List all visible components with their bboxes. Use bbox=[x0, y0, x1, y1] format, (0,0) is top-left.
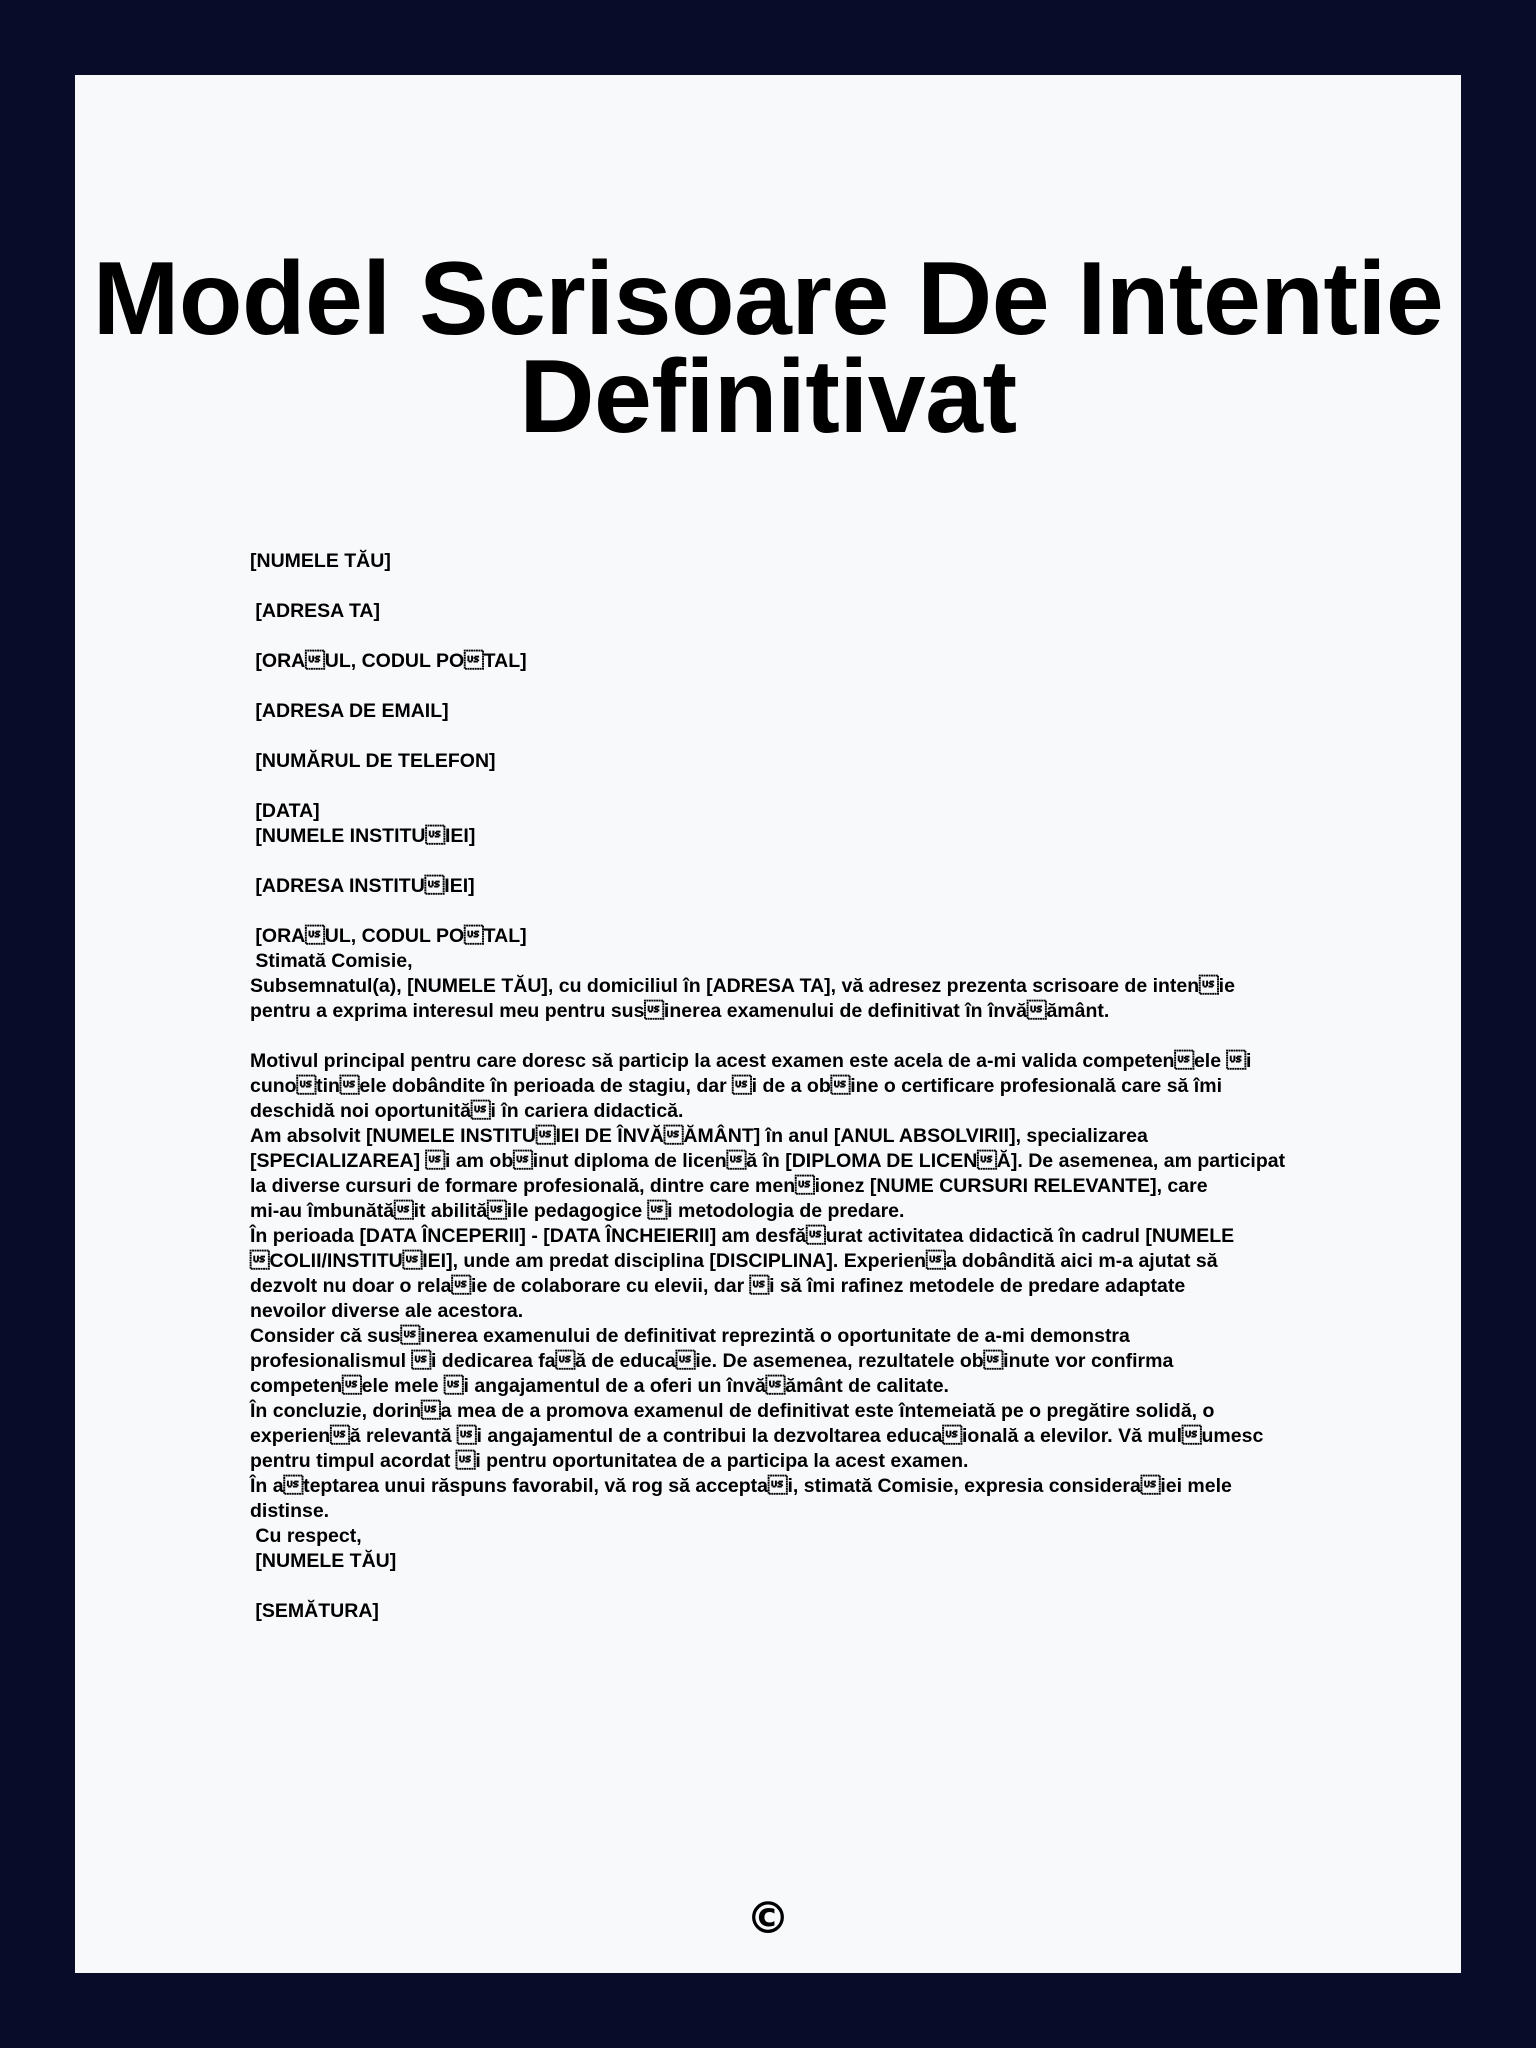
letter-line: [ORA UL, CODUL PO TAL] bbox=[250, 925, 527, 947]
letter-line: pentru timpul acordat i pentru oportunitatea de a participa la acest examen. bbox=[250, 1450, 969, 1472]
letter-line: În concluzie, dorin a mea de a promova examenul de definitivat este întemeiată pe o pregătire solidă, o bbox=[250, 1400, 1215, 1422]
letter-closing bbox=[250, 1524, 1370, 1624]
letter-line bbox=[250, 899, 1370, 924]
letter-line bbox=[250, 624, 1370, 649]
letter-line bbox=[250, 774, 1370, 799]
letter-line: [ADRESA INSTITU IEI] bbox=[250, 875, 475, 897]
letter-line: Cu respect, bbox=[250, 1525, 362, 1547]
letter-line: [NUMELE TĂU] bbox=[250, 550, 391, 572]
letter-line: pentru a exprima interesul meu pentru sus inerea examenului de definitivat în învă ământ. bbox=[250, 1000, 1110, 1022]
letter-line bbox=[250, 724, 1370, 749]
letter-line: Am absolvit [NUMELE INSTITU IEI DE ÎNVĂ ĂMÂNT] în anul [ANUL ABSOLVIRII], specializarea bbox=[250, 1125, 1148, 1147]
letter-line: experien ă relevantă i angajamentul de a contribui la dezvoltarea educa ională a elevilor. Vă mul umesc bbox=[250, 1425, 1264, 1447]
document-page bbox=[75, 75, 1461, 1973]
letter-line: competen ele mele i angajamentul de a oferi un învă ământ de calitate. bbox=[250, 1375, 949, 1397]
letter-line: la diverse cursuri de formare profesională, dintre care men ionez [NUME CURSURI RELEVANTE], care bbox=[250, 1175, 1208, 1197]
letter-line: [ADRESA DE EMAIL] bbox=[250, 700, 449, 722]
letter-line: deschidă noi oportunită i în cariera didactică. bbox=[250, 1100, 684, 1122]
letter-line: [ORA UL, CODUL PO TAL] bbox=[250, 650, 527, 672]
letter-line: [SPECIALIZAREA] i am ob inut diploma de licen ă în [DIPLOMA DE LICEN Ă]. De asemenea, am participat bbox=[250, 1150, 1286, 1172]
letter-line: Motivul principal pentru care doresc să particip la acest examen este acela de a-mi valida competen ele i bbox=[250, 1050, 1252, 1072]
letter-paragraphs bbox=[250, 974, 1370, 1524]
letter-line bbox=[250, 1574, 1370, 1599]
letter-line: În a teptarea unui răspuns favorabil, vă rog să accepta i, stimată Comisie, expresia considera iei mele bbox=[250, 1475, 1232, 1497]
letter-line: profesionalismul i dedicarea fa ă de educa ie. De asemenea, rezultatele ob inute vor confirma bbox=[250, 1350, 1174, 1372]
letter-line: [NUMELE TĂU] bbox=[250, 1550, 397, 1572]
letter-line bbox=[250, 674, 1370, 699]
letter-body bbox=[250, 549, 1370, 1624]
letter-line: [NUMĂRUL DE TELEFON] bbox=[250, 750, 496, 772]
letter-line: COLII/INSTITU IEI], unde am predat disciplina [DISCIPLINA]. Experien a dobândită aici m-a ajutat să bbox=[250, 1250, 1218, 1272]
letter-line: dezvolt nu doar o rela ie de colaborare cu elevii, dar i să îmi rafinez metodele de predare adaptate bbox=[250, 1275, 1186, 1297]
letter-line: nevoilor diverse ale acestora. bbox=[250, 1300, 524, 1322]
letter-line: cuno tin ele dobândite în perioada de stagiu, dar i de a ob ine o certificare profesională care să îmi bbox=[250, 1075, 1222, 1097]
copyright-icon: © bbox=[746, 1893, 790, 1944]
letter-line: mi-au îmbunătă it abilită ile pedagogice i metodologia de predare. bbox=[250, 1200, 905, 1222]
document-title: Model Scrisoare De Intentie Definitivat bbox=[92, 241, 1444, 455]
letter-line: [SEMĂTURA] bbox=[250, 1600, 379, 1622]
letter-line: Subsemnatul(a), [NUMELE TĂU], cu domiciliul în [ADRESA TA], vă adresez prezenta scrisoare de inten ie bbox=[250, 975, 1235, 997]
letter-line: [NUMELE INSTITU IEI] bbox=[250, 825, 476, 847]
letter-line bbox=[250, 849, 1370, 874]
letter-line: Consider că sus inerea examenului de definitivat reprezintă o oportunitate de a-mi demonstra bbox=[250, 1325, 1130, 1347]
letter-line bbox=[250, 574, 1370, 599]
letter-line: Stimată Comisie, bbox=[250, 950, 413, 972]
letter-line: În perioada [DATA ÎNCEPERII] - [DATA ÎNCHEIERII] am desfă urat activitatea didactică în cadrul [NUMELE bbox=[250, 1225, 1235, 1247]
sender-recipient-block bbox=[250, 549, 1370, 974]
letter-line: distinse. bbox=[250, 1500, 330, 1522]
letter-line: [ADRESA TA] bbox=[250, 600, 380, 622]
letter-line bbox=[250, 1024, 1370, 1049]
letter-line: [DATA] bbox=[250, 800, 320, 822]
